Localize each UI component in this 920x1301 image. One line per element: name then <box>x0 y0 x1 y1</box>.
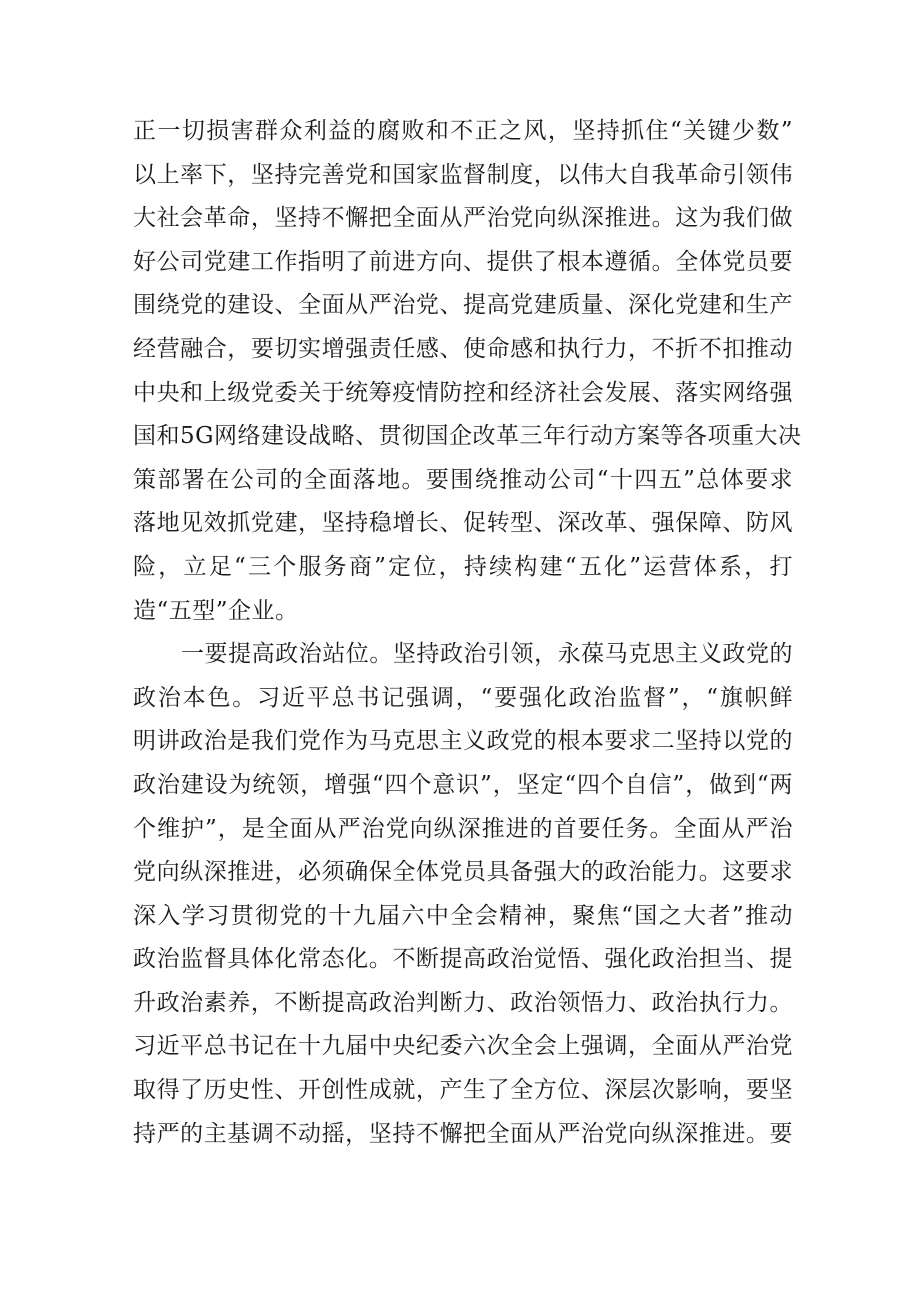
text-line: 中央和上级党委关于统筹疫情防控和经济社会发展、落实网络强 <box>133 379 793 406</box>
text-line: 大社会革命，坚持不懈把全面从严治党向纵深推进。这为我们做 <box>133 205 793 232</box>
text-line: 深入学习贯彻党的十九届六中全会精神，聚焦“国之大者”推动 <box>133 902 793 929</box>
text-line: 策部署在公司的全面落地。要围绕推动公司“十四五”总体要求 <box>133 466 793 493</box>
text-line: 经营融合，要切实增强责任感、使命感和执行力，不折不扣推动 <box>133 335 793 362</box>
text-line: 政治监督具体化常态化。不断提高政治觉悟、强化政治担当、提 <box>133 946 793 973</box>
text-line: 以上率下，坚持完善党和国家监督制度，以伟大自我革命引领伟 <box>133 161 793 188</box>
text-line: 持严的主基调不动摇，坚持不懈把全面从严治党向纵深推进。要 <box>133 1120 793 1147</box>
text-line: 取得了历史性、开创性成就，产生了全方位、深层次影响，要坚 <box>133 1077 793 1104</box>
text-line: 个维护”，是全面从严治党向纵深推进的首要任务。全面从严治 <box>133 815 793 842</box>
text-line: 政治建设为统领，增强“四个意识”，坚定“四个自信”，做到“两 <box>133 771 793 798</box>
paragraph <box>133 633 793 1156</box>
body-text <box>133 110 802 1156</box>
text-line: 党向纵深推进，必须确保全体党员具备强大的政治能力。这要求 <box>133 859 793 886</box>
text-line: 升政治素养，不断提高政治判断力、政治领悟力、政治执行力。 <box>133 989 793 1016</box>
text-line: 一要提高政治站位。坚持政治引领，永葆马克思主义政党的 <box>181 641 793 668</box>
text-line: 国和5G网络建设战略、贯彻国企改革三年行动方案等各项重大决 <box>133 423 802 450</box>
text-line: 围绕党的建设、全面从严治党、提高党建质量、深化党建和生产 <box>133 292 793 319</box>
text-line: 政治本色。习近平总书记强调，“要强化政治监督”，“旗帜鲜 <box>133 684 793 711</box>
text-line: 落地见效抓党建，坚持稳增长、促转型、深改革、强保障、防风 <box>133 510 793 537</box>
text-line: 险，立足“三个服务商”定位，持续构建“五化”运营体系，打 <box>133 553 793 580</box>
text-line: 造“五型”企业。 <box>133 597 299 624</box>
text-line: 明讲政治是我们党作为马克思主义政党的根本要求二坚持以党的 <box>133 728 793 755</box>
text-line: 正一切损害群众利益的腐败和不正之风，坚持抓住“关键少数” <box>133 118 793 144</box>
text-line: 好公司党建工作指明了前进方向、提供了根本遵循。全体党员要 <box>133 248 793 275</box>
text-line: 习近平总书记在十九届中央纪委六次全会上强调，全面从严治党 <box>133 1033 793 1060</box>
paragraph <box>133 110 802 633</box>
